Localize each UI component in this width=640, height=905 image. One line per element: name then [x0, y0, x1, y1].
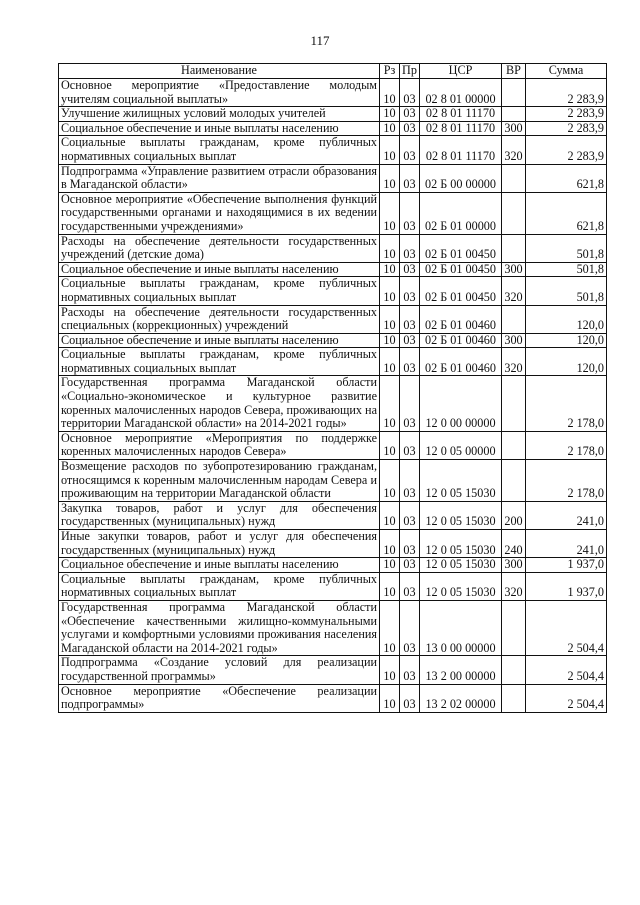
row-csr: 02 Б 01 00460	[420, 305, 502, 333]
row-pr: 03	[400, 136, 420, 164]
row-pr: 03	[400, 572, 420, 600]
row-sum: 1 937,0	[526, 558, 607, 573]
table-row	[59, 305, 607, 333]
row-vr: 320	[502, 572, 526, 600]
row-pr: 03	[400, 79, 420, 107]
page-number: 117	[310, 33, 330, 48]
row-name: Социальное обеспечение и иные выплаты населению	[59, 121, 380, 136]
table-row	[59, 234, 607, 262]
header-name: Наименование	[59, 64, 380, 79]
row-name: Улучшение жилищных условий молодых учителей	[59, 107, 380, 122]
row-rz: 10	[380, 460, 400, 502]
row-vr	[502, 79, 526, 107]
row-pr: 03	[400, 656, 420, 684]
row-csr: 02 8 01 11170	[420, 136, 502, 164]
row-rz: 10	[380, 333, 400, 348]
row-csr: 12 0 05 15030	[420, 558, 502, 573]
row-name: Расходы на обеспечение деятельности государственных учреждений (детские дома)	[59, 234, 380, 262]
row-name: Социальное обеспечение и иные выплаты населению	[59, 262, 380, 277]
row-name: Основное мероприятие «Обеспечение реализации подпрограммы»	[59, 684, 380, 712]
row-vr: 320	[502, 136, 526, 164]
row-rz: 10	[380, 79, 400, 107]
header-pr: Пр	[400, 64, 420, 79]
row-name: Закупка товаров, работ и услуг для обеспечения государственных (муниципальных) нужд	[59, 501, 380, 529]
row-pr: 03	[400, 192, 420, 234]
table-row	[59, 572, 607, 600]
row-vr	[502, 192, 526, 234]
row-sum: 2 283,9	[526, 136, 607, 164]
row-rz: 10	[380, 192, 400, 234]
row-sum: 120,0	[526, 305, 607, 333]
row-vr	[502, 305, 526, 333]
header-rz: Рз	[380, 64, 400, 79]
row-name: Социальное обеспечение и иные выплаты населению	[59, 558, 380, 573]
row-rz: 10	[380, 107, 400, 122]
table-row	[59, 460, 607, 502]
row-rz: 10	[380, 305, 400, 333]
row-sum: 501,8	[526, 277, 607, 305]
row-csr: 02 Б 01 00460	[420, 333, 502, 348]
row-rz: 10	[380, 656, 400, 684]
row-pr: 03	[400, 277, 420, 305]
row-csr: 13 0 00 00000	[420, 600, 502, 655]
row-name: Государственная программа Магаданской области «Обеспечение качественными жилищно-коммунальными услугами и комфортными условиями проживания населения Магаданской области на 2014-2021 годы»	[59, 600, 380, 655]
row-pr: 03	[400, 460, 420, 502]
row-vr	[502, 234, 526, 262]
row-name: Основное мероприятие «Мероприятия по поддержке коренных малочисленных народов Севера»	[59, 431, 380, 459]
row-pr: 03	[400, 376, 420, 431]
row-pr: 03	[400, 348, 420, 376]
row-pr: 03	[400, 121, 420, 136]
row-vr: 300	[502, 262, 526, 277]
row-rz: 10	[380, 262, 400, 277]
row-name: Основное мероприятие «Обеспечение выполнения функций государственными органами и находящимися в их ведении государственными учреждениями»	[59, 192, 380, 234]
row-rz: 10	[380, 376, 400, 431]
row-name: Расходы на обеспечение деятельности государственных специальных (коррекционных) учреждений	[59, 305, 380, 333]
row-pr: 03	[400, 333, 420, 348]
table-row	[59, 348, 607, 376]
row-pr: 03	[400, 501, 420, 529]
row-csr: 02 8 01 11170	[420, 107, 502, 122]
table-row	[59, 600, 607, 655]
row-rz: 10	[380, 600, 400, 655]
row-vr	[502, 376, 526, 431]
row-sum: 241,0	[526, 501, 607, 529]
row-pr: 03	[400, 558, 420, 573]
row-rz: 10	[380, 234, 400, 262]
row-name: Иные закупки товаров, работ и услуг для обеспечения государственных (муниципальных) нужд	[59, 530, 380, 558]
row-vr	[502, 431, 526, 459]
row-vr	[502, 600, 526, 655]
row-name: Социальное обеспечение и иные выплаты населению	[59, 333, 380, 348]
row-vr: 240	[502, 530, 526, 558]
row-sum: 501,8	[526, 234, 607, 262]
row-name: Подпрограмма «Создание условий для реализации государственной программы»	[59, 656, 380, 684]
row-vr: 300	[502, 558, 526, 573]
row-pr: 03	[400, 305, 420, 333]
table-row	[59, 136, 607, 164]
row-sum: 2 178,0	[526, 460, 607, 502]
row-csr: 02 Б 01 00450	[420, 277, 502, 305]
table-row	[59, 501, 607, 529]
row-csr: 02 Б 01 00000	[420, 192, 502, 234]
row-vr: 300	[502, 121, 526, 136]
row-name: Социальные выплаты гражданам, кроме публичных нормативных социальных выплат	[59, 136, 380, 164]
row-csr: 02 Б 01 00450	[420, 234, 502, 262]
row-name: Социальные выплаты гражданам, кроме публичных нормативных социальных выплат	[59, 572, 380, 600]
row-pr: 03	[400, 164, 420, 192]
row-sum: 2 283,9	[526, 121, 607, 136]
row-sum: 2 283,9	[526, 79, 607, 107]
row-sum: 2 178,0	[526, 376, 607, 431]
table-row	[59, 684, 607, 712]
row-pr: 03	[400, 600, 420, 655]
row-sum: 241,0	[526, 530, 607, 558]
table-row	[59, 656, 607, 684]
row-rz: 10	[380, 164, 400, 192]
row-name: Основное мероприятие «Предоставление молодым учителям социальной выплаты»	[59, 79, 380, 107]
row-vr	[502, 460, 526, 502]
row-csr: 12 0 05 15030	[420, 460, 502, 502]
row-sum: 501,8	[526, 262, 607, 277]
row-rz: 10	[380, 136, 400, 164]
row-vr: 320	[502, 277, 526, 305]
table-row	[59, 192, 607, 234]
table-row	[59, 333, 607, 348]
row-sum: 621,8	[526, 164, 607, 192]
row-csr: 02 Б 01 00460	[420, 348, 502, 376]
row-rz: 10	[380, 501, 400, 529]
row-vr	[502, 107, 526, 122]
table-header-row	[59, 64, 607, 79]
row-name: Государственная программа Магаданской области «Социально-экономическое и культурное развитие коренных малочисленных народов Севера, проживающих на территории Магаданской области» на 2014-2021 годы»	[59, 376, 380, 431]
table-row	[59, 164, 607, 192]
row-rz: 10	[380, 572, 400, 600]
row-sum: 2 178,0	[526, 431, 607, 459]
row-sum: 621,8	[526, 192, 607, 234]
header-csr: ЦСР	[420, 64, 502, 79]
table-row	[59, 79, 607, 107]
row-name: Социальные выплаты гражданам, кроме публичных нормативных социальных выплат	[59, 348, 380, 376]
row-rz: 10	[380, 348, 400, 376]
row-sum: 120,0	[526, 348, 607, 376]
row-csr: 02 8 01 11170	[420, 121, 502, 136]
row-csr: 13 2 02 00000	[420, 684, 502, 712]
table-row	[59, 121, 607, 136]
row-vr: 200	[502, 501, 526, 529]
row-pr: 03	[400, 684, 420, 712]
table-row	[59, 277, 607, 305]
row-sum: 2 504,4	[526, 684, 607, 712]
row-vr: 320	[502, 348, 526, 376]
table-row	[59, 431, 607, 459]
row-pr: 03	[400, 107, 420, 122]
header-sum: Сумма	[526, 64, 607, 79]
row-csr: 02 8 01 00000	[420, 79, 502, 107]
row-csr: 12 0 00 00000	[420, 376, 502, 431]
row-name: Возмещение расходов по зубопротезированию гражданам, относящимся к коренным малочисленным народам Севера и проживающим на территории Магаданской области	[59, 460, 380, 502]
row-csr: 13 2 00 00000	[420, 656, 502, 684]
table-row	[59, 376, 607, 431]
row-name: Социальные выплаты гражданам, кроме публичных нормативных социальных выплат	[59, 277, 380, 305]
row-csr: 02 Б 01 00450	[420, 262, 502, 277]
row-rz: 10	[380, 558, 400, 573]
row-csr: 12 0 05 15030	[420, 501, 502, 529]
row-csr: 12 0 05 15030	[420, 530, 502, 558]
row-vr	[502, 656, 526, 684]
row-rz: 10	[380, 684, 400, 712]
row-pr: 03	[400, 262, 420, 277]
row-csr: 12 0 05 00000	[420, 431, 502, 459]
row-rz: 10	[380, 121, 400, 136]
row-vr	[502, 164, 526, 192]
row-sum: 2 283,9	[526, 107, 607, 122]
row-vr	[502, 684, 526, 712]
row-rz: 10	[380, 431, 400, 459]
row-rz: 10	[380, 277, 400, 305]
table-row	[59, 558, 607, 573]
table-row	[59, 107, 607, 122]
row-pr: 03	[400, 530, 420, 558]
row-pr: 03	[400, 234, 420, 262]
table-row	[59, 262, 607, 277]
row-pr: 03	[400, 431, 420, 459]
budget-table	[58, 63, 607, 713]
row-sum: 2 504,4	[526, 656, 607, 684]
row-sum: 2 504,4	[526, 600, 607, 655]
table-row	[59, 530, 607, 558]
row-rz: 10	[380, 530, 400, 558]
header-vr: ВР	[502, 64, 526, 79]
row-vr: 300	[502, 333, 526, 348]
row-sum: 120,0	[526, 333, 607, 348]
row-csr: 02 Б 00 00000	[420, 164, 502, 192]
row-csr: 12 0 05 15030	[420, 572, 502, 600]
row-sum: 1 937,0	[526, 572, 607, 600]
row-name: Подпрограмма «Управление развитием отрасли образования в Магаданской области»	[59, 164, 380, 192]
